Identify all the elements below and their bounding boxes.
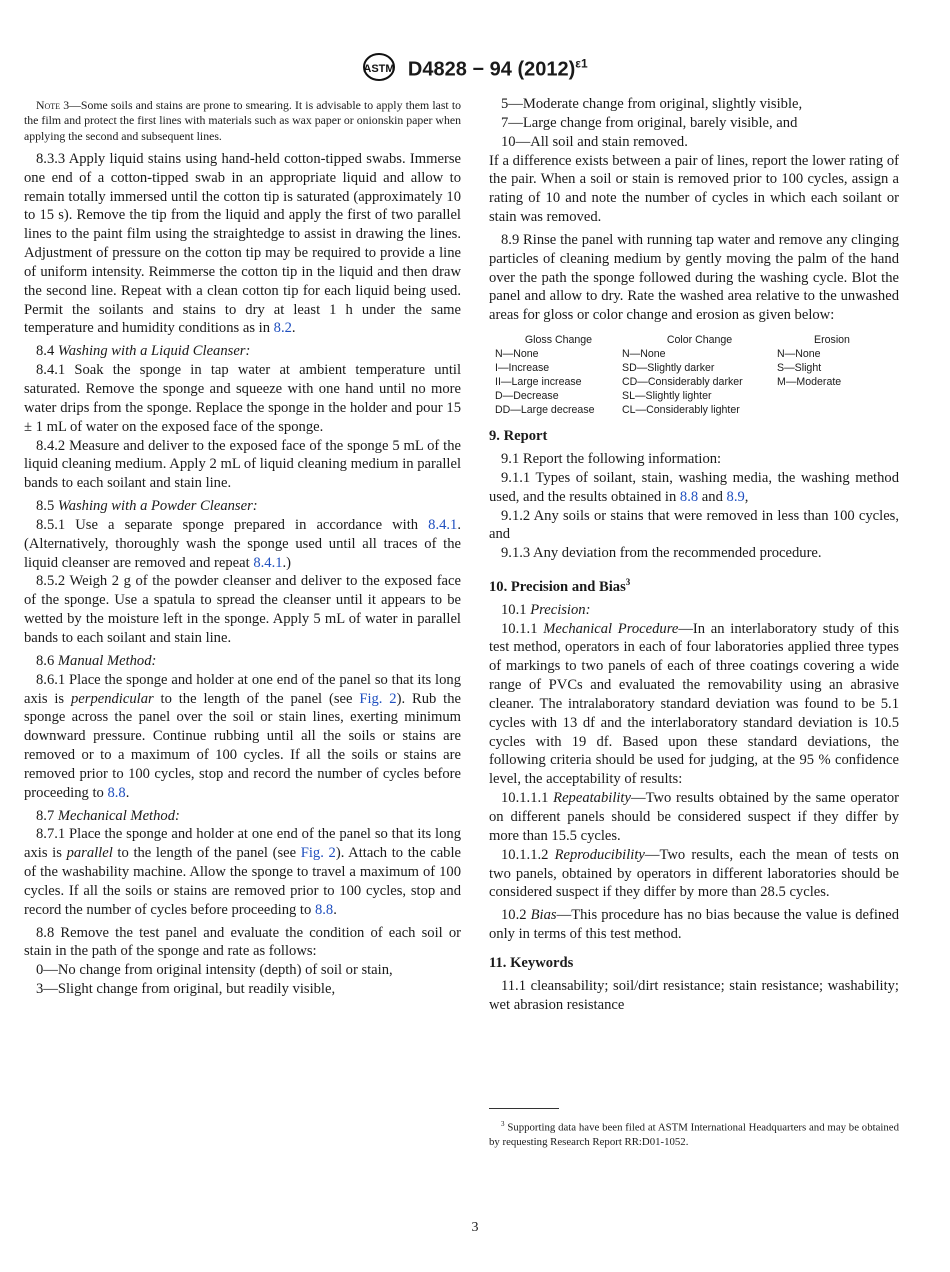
table-cell: SL—Slightly lighter	[622, 390, 712, 403]
text: 3—Slight change from original, but readily visible,	[36, 981, 336, 998]
text: 9.1.1 Types of soilant, stain, washing media, the washing method used, and the results obtained in	[489, 469, 899, 505]
paragraph	[24, 572, 461, 647]
paragraph	[489, 469, 899, 507]
table-cell: N—None	[777, 348, 821, 361]
table-cell: CD—Considerably darker	[622, 376, 743, 389]
table-header: Gloss Change	[524, 334, 593, 347]
paragraph	[489, 977, 899, 1015]
section-heading	[489, 954, 899, 973]
text: 10.1.1	[501, 620, 544, 637]
designation: D4828 − 94 (2012)	[407, 58, 576, 81]
table-cell: N—None	[622, 348, 666, 361]
text: .	[291, 320, 296, 337]
astm-logo-icon	[362, 52, 396, 88]
text: —In an interlaboratory study of this test method, operators in each of four laboratories applied three types of markings to two panels of each of three coatings covering a wide range of PVCs and evaluated the removability using an abrasive cleaner. The intralaboratory standard deviation was found to be 5.1 cycles with 13 df and the interlaboratory standard deviation is 10.5 cycles with 19 df. Based upon these standard deviations, the following criteria should be used for judging, at the 95 % confidence level, the acceptability of results:	[489, 620, 899, 788]
text: 0—No change from original intensity (depth) of soil or stain,	[36, 962, 393, 979]
text: If a difference exists between a pair of lines, report the lower rating of the pair. When a soil or stain is removed prior to 100 cycles, assign a rating of 10 and note the number of cycles in which each soilant or stain was removed.	[489, 152, 899, 226]
paragraph	[24, 516, 461, 573]
right-column	[489, 95, 899, 1014]
text: —Some soils and stains are prone to smearing. It is advisable to apply them last to the film and protect the first lines with materials such as wax paper or onionskin paper when applying the second and subsequent lines.	[24, 98, 462, 143]
text: 8.9 Rinse the panel with running tap water and remove any clinging particles of cleaning medium by gently moving the palm of the hand over the path the sponge followed during the washing cycle. Blot the panel and allow to dry. Rate the washed area relative to the unwashed areas for gloss or color change and erosion as given below:	[489, 231, 899, 324]
text: 9.1 Report the following information:	[501, 450, 722, 467]
cross-reference-link[interactable]: 8.8	[679, 488, 699, 505]
cross-reference-link[interactable]: Fig. 2	[300, 845, 336, 862]
italic-text: Precision:	[530, 601, 591, 618]
paragraph	[24, 497, 461, 516]
footnote-ref: 3	[625, 577, 631, 588]
text: 8.4	[36, 343, 58, 360]
paragraph	[24, 342, 461, 361]
italic-text: Mechanical Procedure	[543, 620, 679, 637]
text: ). Attach to the cable of the washability machine. Allow the sponge to travel a maximum of 100 cycles. If all the soils or stains are removed prior to 100 cycles, stop and record the number of cycles before proceeding to	[24, 845, 462, 918]
text: 8.6	[36, 652, 58, 669]
rating-item	[489, 114, 899, 133]
text: 8.7.1 Place the sponge and holder at one end of the panel so that its long axis is	[24, 826, 461, 862]
paragraph	[489, 789, 899, 846]
paragraph	[24, 825, 461, 919]
text: 7—Large change from original, barely visible, and	[501, 114, 798, 131]
text: 8.6.1 Place the sponge and holder at one end of the panel so that its long axis is	[24, 671, 461, 707]
section-heading-text: 10. Precision and Bias	[489, 578, 626, 595]
paragraph	[24, 671, 461, 803]
text: 8.8 Remove the test panel and evaluate the condition of each soil or stain in the path of the sponge and rate as follows:	[24, 924, 461, 960]
table-cell: CL—Considerably lighter	[622, 404, 740, 417]
text: 8.5.2 Weigh 2 g of the powder cleanser and deliver to the exposed face of the sponge. Use a spatula to spread the cleanser until it appears to be wetted by the moisture left in the sponge. Apply 5 mL of water in parallel bands to each soilant and stain line.	[24, 573, 461, 646]
paragraph	[489, 507, 899, 545]
text: 10—All soil and stain removed.	[501, 133, 688, 150]
text: .	[125, 784, 130, 801]
paragraph	[489, 601, 899, 620]
italic-text: Repeatability	[553, 790, 631, 807]
paragraph	[24, 150, 461, 338]
rating-item	[489, 133, 899, 152]
italic-text: Washing with a Liquid Cleanser:	[57, 343, 251, 360]
text: 8.4.1 Soak the sponge in tap water at ambient temperature until saturated. Remove the sponge and squeeze with one hand until no more water drips from the sponge. Replace the sponge in the holder and pour 15 ± 1 mL of water on the exposed face of the sponge.	[24, 362, 461, 435]
text: 10.2	[501, 907, 531, 924]
paragraph	[24, 361, 461, 436]
text: to the length of the panel (see	[153, 690, 360, 707]
italic-text: Washing with a Powder Cleanser:	[57, 498, 258, 515]
page-header	[0, 52, 950, 88]
rating-item	[489, 95, 899, 114]
text: —This procedure has no bias because the value is defined only in terms of this test method.	[489, 907, 899, 943]
cross-reference-link[interactable]: 8.8	[314, 901, 334, 918]
svg-text:ASTM: ASTM	[363, 63, 395, 75]
table-cell: II—Large increase	[495, 376, 582, 389]
paragraph	[489, 450, 899, 469]
cross-reference-link[interactable]: 8.9	[726, 488, 745, 505]
paragraph	[24, 437, 461, 494]
paragraph	[489, 906, 899, 944]
text: 10.1.1.2	[501, 846, 555, 863]
text: ,	[744, 488, 749, 505]
page-number: 3	[471, 1220, 479, 1235]
epsilon-mark: ε1	[575, 56, 588, 71]
text: 11.1 cleansability; soil/dirt resistance; stain resistance; washability; wet abrasion resistance	[489, 977, 899, 1013]
footnote-rule	[489, 1108, 559, 1109]
text: . (Alternatively, thoroughly wash the sponge used until all traces of the liquid cleanser are removed and repeat	[24, 516, 461, 571]
italic-text: Bias	[530, 907, 557, 924]
table-cell: DD—Large decrease	[495, 404, 595, 417]
rating-table	[495, 333, 887, 417]
paragraph	[489, 544, 899, 563]
table-cell	[777, 403, 887, 417]
text: —Two results, each the mean of tests on two panels, obtained by operators in different laboratories should be considered suspect if they differ by more than 28.5 cycles.	[489, 846, 899, 901]
italic-text: Manual Method:	[57, 652, 157, 669]
text: 10.1	[501, 601, 531, 618]
footnote	[489, 1117, 899, 1149]
paragraph	[24, 807, 461, 826]
text: to the length of the panel (see	[112, 845, 301, 862]
text: 8.7	[36, 807, 58, 824]
table-cell: N—None	[495, 348, 539, 361]
paragraph	[489, 620, 899, 790]
cross-reference-link[interactable]: 8.4.1	[428, 516, 458, 533]
note-label: Note 3	[36, 98, 70, 112]
table-header: Color Change	[666, 334, 733, 347]
text: .)	[282, 554, 292, 571]
cross-reference-link[interactable]: 8.8	[107, 784, 126, 801]
table-cell: D—Decrease	[495, 390, 559, 403]
table-row	[495, 347, 887, 361]
paragraph	[489, 846, 899, 903]
table-cell: S—Slight	[777, 362, 822, 375]
paragraph	[24, 924, 461, 962]
footnote-text: Supporting data have been filed at ASTM International Headquarters and may be obtained by requesting Research Report RR:D01-1052.	[489, 1121, 899, 1148]
italic-text: Reproducibility	[554, 846, 645, 863]
text: 8.4.2 Measure and deliver to the exposed face of the sponge 5 mL of the liquid cleaning medium. Apply 2 mL of liquid cleaning medium in parallel bands to each soilant and stain line.	[24, 437, 461, 492]
footnote-mark: 3	[501, 1120, 505, 1128]
text: and	[698, 488, 727, 505]
paragraph	[24, 652, 461, 671]
section-heading	[489, 573, 899, 597]
section-heading	[489, 427, 899, 446]
text: 5—Moderate change from original, slightly visible,	[501, 96, 803, 112]
table-row	[495, 389, 887, 403]
italic-text: perpendicular	[70, 690, 154, 707]
text: 8.3.3 Apply liquid stains using hand-held cotton-tipped swabs. Immerse one end of a cotton-tipped swab in an appropriate liquid and allow to remain totally immersed until the cotton tip is saturated (approximately 10 to 15 s). Remove the tip from the liquid and apply the first of two parallel lines to the paint film using the straightedge to assist in drawing the lines. Adjustment of pressure on the cotton tip may be required to provide a line of uniform intensity. Reimmerse the cotton tip in the liquid and then draw the second line. Repeat with a clean cotton tip for each liquid being used. Permit the soilants and stains to dry at least 1 h under the same temperature and humidity conditions as in	[24, 150, 461, 337]
text: ). Rub the sponge across the panel over the soil or stain lines, exerting minimum downward pressure. Continue rubbing until all the soils or stains are removed or to a maximum of 100 cycles. If all the soils or stains are removed prior to 100 cycles, stop and record the number of cycles before proceeding to	[24, 690, 462, 801]
table-header: Erosion	[814, 334, 850, 347]
text: 8.5.1 Use a separate sponge prepared in accordance with	[36, 516, 429, 533]
text: 10.1.1.1	[501, 790, 554, 807]
table-cell: I—Increase	[495, 362, 550, 375]
table-row	[495, 403, 887, 417]
rating-item	[24, 980, 461, 999]
paragraph	[489, 152, 899, 227]
rating-item	[24, 961, 461, 980]
italic-text: Mechanical Method:	[57, 807, 180, 824]
table-row	[495, 375, 887, 389]
text: 8.5	[36, 498, 58, 515]
text: 9.1.2 Any soils or stains that were removed in less than 100 cycles, and	[489, 507, 899, 543]
text: —Two results obtained by the same operator on different panels should be considered suspect if they differ by more than 15.5 cycles.	[489, 790, 899, 844]
text: 9.1.3 Any deviation from the recommended procedure.	[501, 545, 822, 562]
table-cell	[777, 389, 887, 403]
cross-reference-link[interactable]: 8.2	[273, 320, 292, 337]
table-cell: SD—Slightly darker	[622, 362, 715, 375]
paragraph	[489, 231, 899, 325]
italic-text: parallel	[66, 845, 113, 862]
table-row	[495, 361, 887, 375]
cross-reference-link[interactable]: Fig. 2	[359, 690, 397, 707]
note	[24, 98, 461, 144]
section-heading-text: 11. Keywords	[489, 954, 574, 971]
left-column	[24, 95, 461, 999]
cross-reference-link[interactable]: 8.4.1	[253, 554, 283, 571]
table-cell: M—Moderate	[777, 376, 842, 389]
text: .	[333, 901, 337, 918]
section-heading-text: 9. Report	[489, 428, 548, 445]
